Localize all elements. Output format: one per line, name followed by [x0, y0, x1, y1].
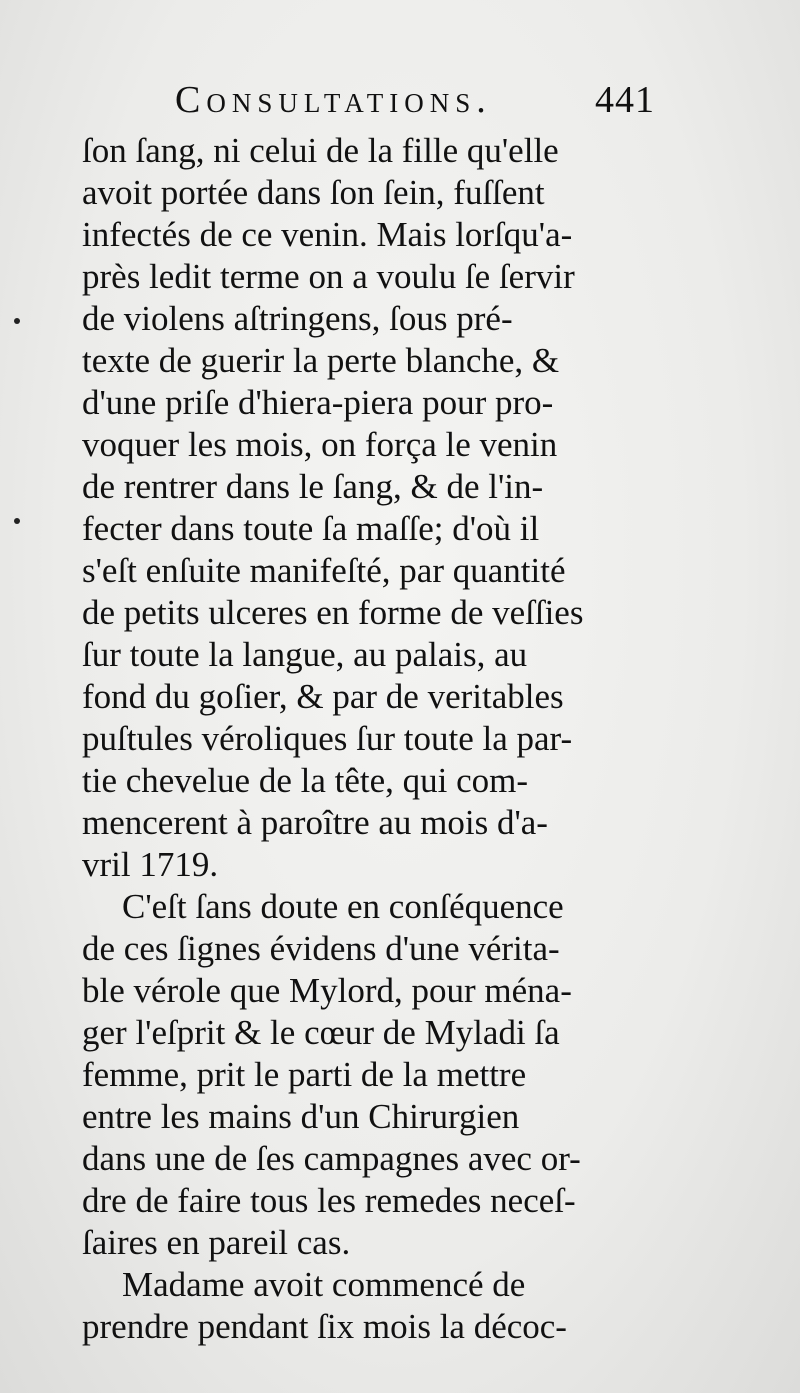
text-line: Madame avoit commencé de [122, 1265, 526, 1304]
text-line: ſur toute la langue, au palais, au [82, 635, 528, 674]
text-line: ger l'eſprit & le cœur de Myladi ſa [82, 1013, 560, 1052]
text-line: ſon ſang, ni celui de la fille qu'elle [82, 131, 559, 170]
paragraph-1 [82, 130, 682, 886]
running-title: Consultations. [175, 79, 492, 121]
text-line: infectés de ce venin. Mais lorſqu'a- [82, 215, 573, 254]
text-line: entre les mains d'un Chirurgien [82, 1097, 520, 1136]
margin-dot [14, 318, 20, 324]
text-line: puſtules véroliques ſur toute la par- [82, 719, 573, 758]
text-line: ſaires en pareil cas. [82, 1223, 351, 1262]
paragraph-3 [82, 1264, 682, 1348]
text-line: de rentrer dans le ſang, & de l'in- [82, 467, 544, 506]
text-line: femme, prit le parti de la mettre [82, 1055, 527, 1094]
text-line: de violens aſtringens, ſous pré- [82, 299, 513, 338]
text-line: avoit portée dans ſon ſein, fuſſent [82, 173, 545, 212]
text-line: ble vérole que Mylord, pour ména- [82, 971, 572, 1010]
text-line: C'eſt ſans doute en conſéquence [122, 887, 564, 926]
text-line: voquer les mois, on força le venin [82, 425, 558, 464]
text-line: dre de faire tous les remedes neceſ- [82, 1181, 576, 1220]
margin-dot [14, 518, 20, 524]
page-header [175, 78, 675, 128]
text-line: mencerent à paroître au mois d'a- [82, 803, 548, 842]
text-line: prendre pendant ſix mois la décoc- [82, 1307, 567, 1346]
text-line: fecter dans toute ſa maſſe; d'où il [82, 509, 540, 548]
text-line: fond du goſier, & par de veritables [82, 677, 564, 716]
text-line: s'eſt enſuite manifeſté, par quantité [82, 551, 566, 590]
text-line: près ledit terme on a voulu ſe ſervir [82, 257, 575, 296]
page-number: 441 [595, 79, 655, 121]
text-line: de petits ulceres en forme de veſſies [82, 593, 584, 632]
text-line: dans une de ſes campagnes avec or- [82, 1139, 581, 1178]
text-line: tie chevelue de la tête, qui com- [82, 761, 529, 800]
body-text [82, 130, 682, 1348]
text-line: de ces ſignes évidens d'une vérita- [82, 929, 560, 968]
paragraph-2 [82, 886, 682, 1264]
text-line: d'une priſe d'hiera-piera pour pro- [82, 383, 554, 422]
text-line: vril 1719. [82, 845, 219, 884]
text-line: texte de guerir la perte blanche, & [82, 341, 560, 380]
